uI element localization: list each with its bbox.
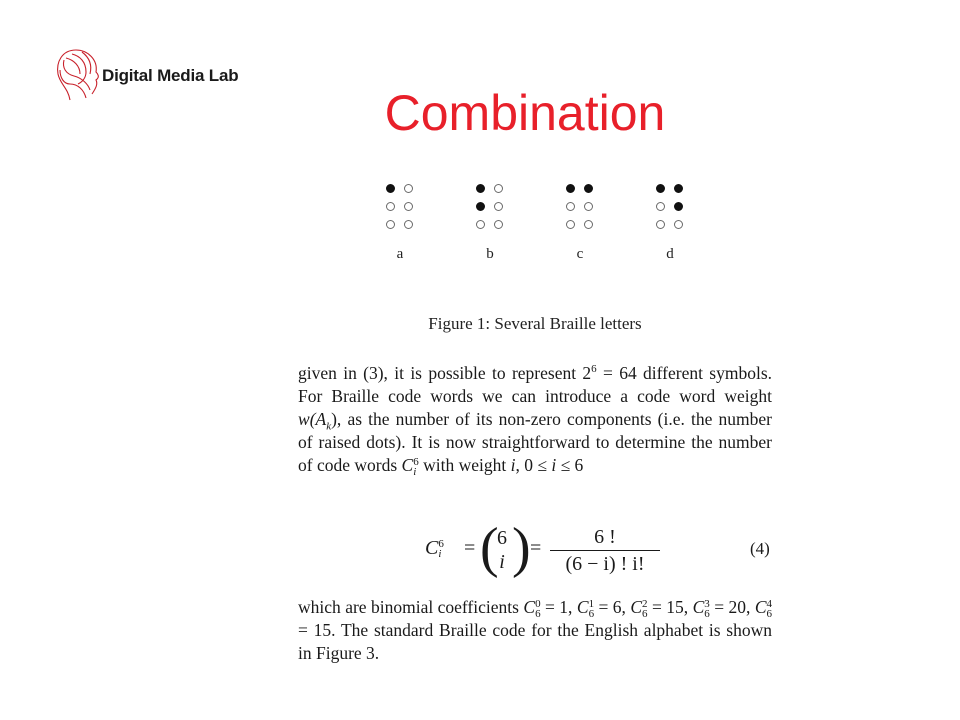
text: which are binomial coefficients <box>298 597 524 617</box>
braille-dot <box>566 184 575 193</box>
fraction-bar <box>550 550 660 551</box>
math-var: C <box>523 597 536 617</box>
text: = 20, <box>709 597 755 617</box>
braille-cell-b <box>470 180 510 270</box>
superscript: 4 <box>766 597 773 610</box>
equation-number: (4) <box>750 539 770 558</box>
braille-dot <box>404 220 413 229</box>
math-var: C <box>401 455 414 475</box>
paragraph-2 <box>298 596 772 665</box>
braille-dot <box>476 202 485 211</box>
equation-lhs <box>425 537 444 560</box>
text: ≤ 6 <box>556 455 584 475</box>
braille-cell-d <box>650 180 690 270</box>
braille-dot <box>584 220 593 229</box>
braille-dot <box>476 184 485 193</box>
braille-dot <box>656 202 665 211</box>
braille-dot <box>476 220 485 229</box>
superscript: 1 <box>588 597 595 610</box>
braille-dot <box>386 184 395 193</box>
braille-dot <box>404 202 413 211</box>
supsub <box>438 539 444 559</box>
braille-dot <box>404 184 413 193</box>
text: given in (3), it is possible to represent 2 <box>298 363 592 383</box>
text: = 1, <box>540 597 577 617</box>
braille-dot <box>584 202 593 211</box>
braille-cell-label: c <box>576 246 584 262</box>
braille-dot <box>566 202 575 211</box>
braille-dot <box>386 202 395 211</box>
text: ), as the number of its non-zero components (i.e. the number of raised dots). It is now straightforward to determine the number of code words <box>298 409 772 475</box>
braille-cell-label: d <box>666 246 674 262</box>
braille-dot <box>584 184 593 193</box>
subscript: 6 <box>766 607 773 620</box>
braille-dot <box>494 184 503 193</box>
braille-cell-c <box>560 180 600 270</box>
right-paren: ) <box>512 517 531 579</box>
braille-dot <box>494 202 503 211</box>
subscript: 6 <box>642 607 648 620</box>
math-var: i <box>551 455 557 475</box>
superscript: 6 <box>413 455 419 468</box>
braille-dot <box>494 220 503 229</box>
math-var: C <box>630 597 643 617</box>
braille-figure <box>370 180 710 270</box>
binom-bottom: i <box>499 551 505 573</box>
braille-dot <box>656 220 665 229</box>
braille-dot <box>386 220 395 229</box>
equals-sign: = <box>530 537 542 559</box>
braille-dot <box>656 184 665 193</box>
superscript: 2 <box>642 597 648 610</box>
braille-dot <box>674 202 683 211</box>
fraction <box>550 526 660 575</box>
figure-caption: Figure 1: Several Braille letters <box>428 314 642 333</box>
math-var: C <box>576 597 589 617</box>
binomial <box>492 526 512 574</box>
braille-dot <box>674 184 683 193</box>
superscript: 6 <box>591 363 597 376</box>
math-var: C <box>692 597 705 617</box>
text: = 15, <box>647 597 693 617</box>
subscript: i <box>438 548 442 561</box>
braille-dot <box>674 220 683 229</box>
superscript: 3 <box>704 597 710 610</box>
text: = 64 different symbols. For Braille code words we can introduce a code word weight <box>298 363 773 406</box>
logo-text: Digital Media Lab <box>102 66 239 85</box>
math-var: C <box>754 597 767 617</box>
left-paren: ( <box>480 517 499 579</box>
text: = 15. The standard Braille code for the English alphabet is shown in Figure 3. <box>298 620 772 663</box>
braille-cell-label: b <box>486 246 494 262</box>
equation-4 <box>420 517 780 582</box>
math-var: w <box>298 409 310 429</box>
braille-cell-a <box>380 180 420 270</box>
superscript: 0 <box>535 597 541 610</box>
subscript: 6 <box>588 607 595 620</box>
paragraph-1 <box>298 362 772 477</box>
subscript: i <box>413 465 417 478</box>
text: with weight <box>418 455 511 475</box>
braille-dot <box>566 220 575 229</box>
text: = 6, <box>594 597 631 617</box>
text: , 0 ≤ <box>515 455 552 475</box>
equals-sign: = <box>464 537 476 559</box>
denominator: (6 − i) ! i! <box>565 553 645 575</box>
math-var: (A <box>309 409 327 429</box>
math-var: i <box>510 455 516 475</box>
subscript: 6 <box>704 607 710 620</box>
braille-cell-label: a <box>396 246 404 262</box>
subscript: k <box>326 420 332 433</box>
supsub <box>767 599 773 619</box>
slide-title: Combination <box>384 85 666 141</box>
numerator: 6 ! <box>594 526 616 548</box>
binom-top: 6 <box>497 527 507 549</box>
superscript: 6 <box>438 538 444 551</box>
math-var: C <box>425 537 439 559</box>
subscript: 6 <box>535 607 541 620</box>
